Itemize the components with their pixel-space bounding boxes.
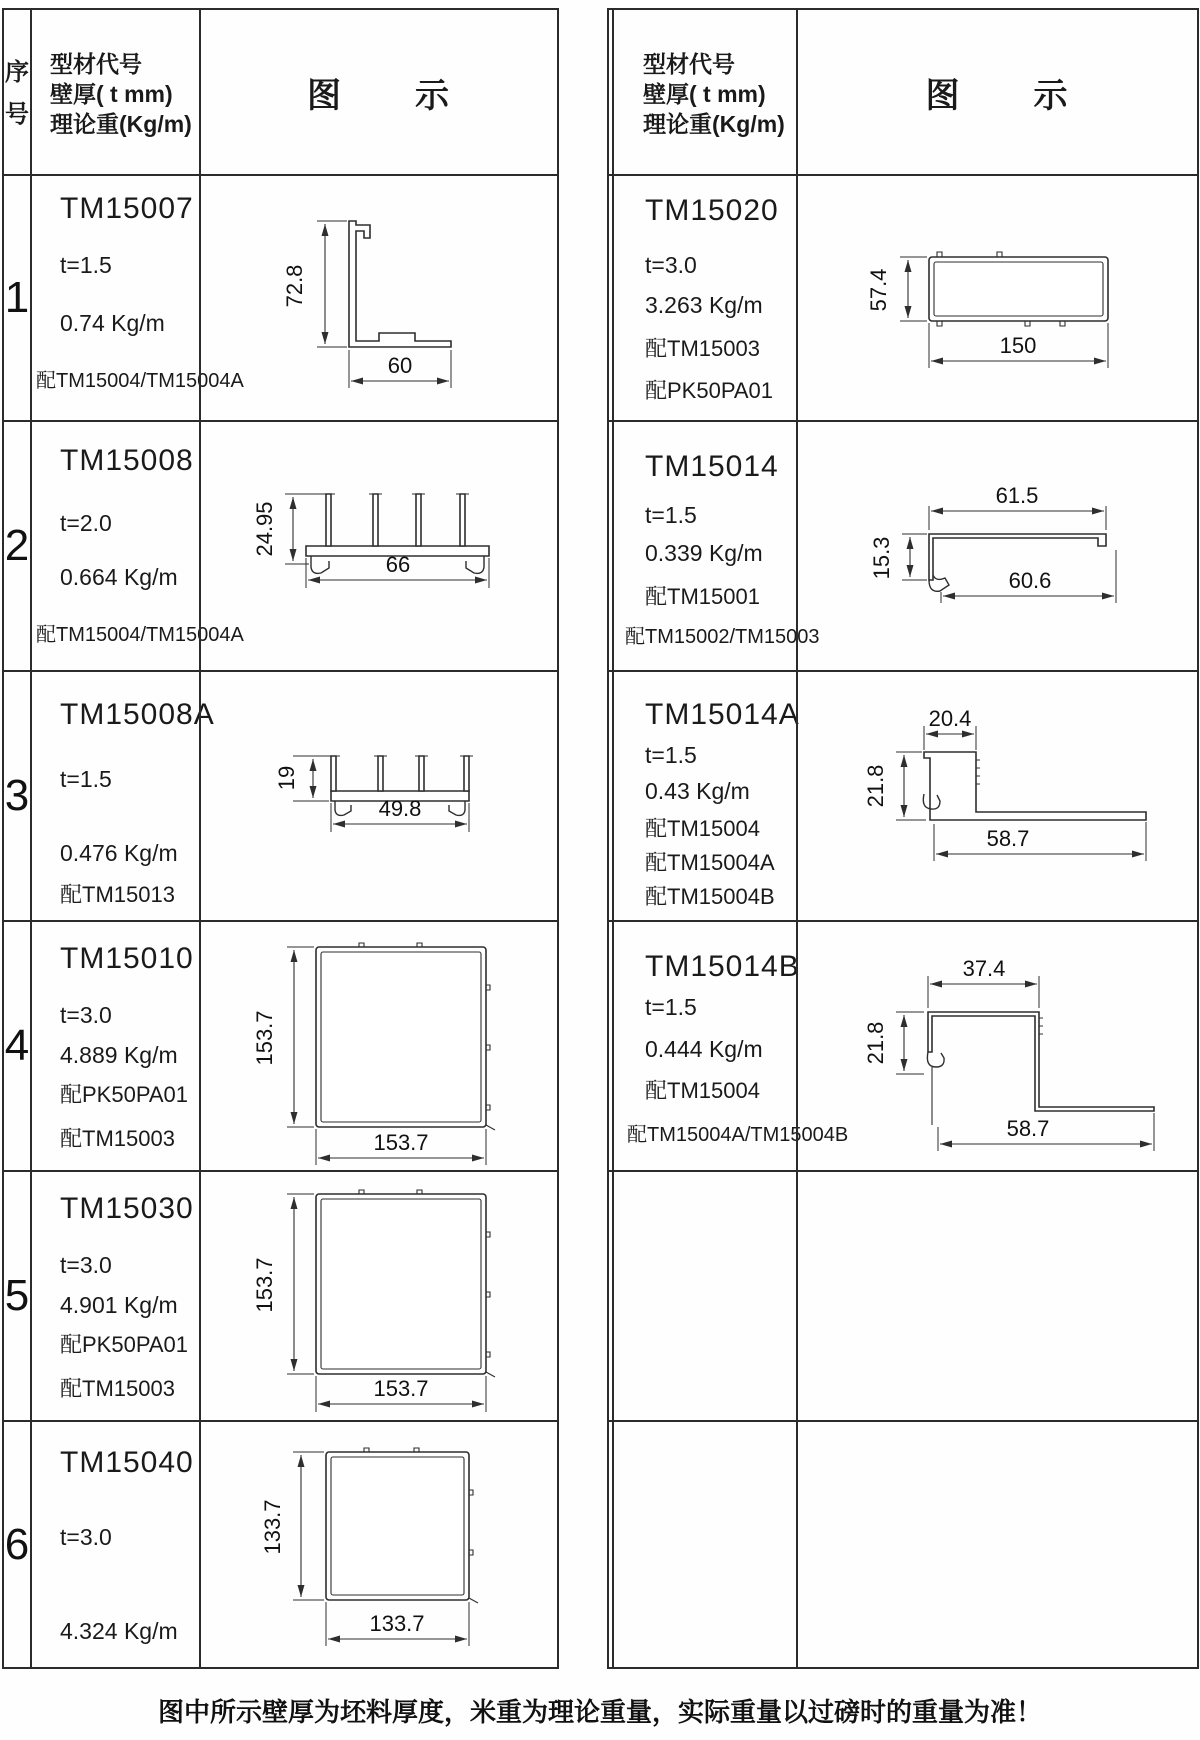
match-profile: 配PK50PA01 — [60, 1082, 189, 1107]
unit-weight: 0.664 Kg/m — [60, 564, 178, 590]
profile-code: TM15014B — [645, 950, 800, 983]
wall-thickness: t=1.5 — [645, 742, 697, 768]
profile-info-cell — [609, 420, 820, 670]
profile-drawing-svg — [201, 672, 555, 920]
spec-header-line: 理论重(Kg/m) — [643, 111, 785, 137]
profile-drawing-cell — [796, 920, 1197, 1170]
header-diagram-cell — [796, 10, 1197, 174]
dim-height-label: 153.7 — [252, 1010, 277, 1066]
profile-outline — [466, 556, 484, 573]
profile-code: TM15014 — [645, 450, 779, 483]
dim-top-label: 61.5 — [995, 483, 1039, 508]
unit-weight: 4.901 Kg/m — [60, 1292, 178, 1318]
profile-code: TM15010 — [60, 942, 194, 975]
profile-outline — [929, 257, 1108, 321]
header-seq-cell — [4, 10, 30, 174]
profile-drawing-cell — [199, 1420, 557, 1667]
match-profile: 配TM15004A — [645, 850, 775, 875]
dim-height-label: 57.4 — [866, 268, 891, 312]
match-profile: 配TM15003 — [60, 1376, 175, 1401]
diagram-header-label: 图 示 — [925, 76, 1070, 115]
profile-info-cell — [30, 1420, 199, 1667]
profile-info-cell — [30, 670, 215, 920]
unit-weight: 4.889 Kg/m — [60, 1042, 178, 1068]
row-number-cell — [4, 1170, 30, 1420]
profile-code: TM15020 — [645, 194, 779, 227]
match-profile: 配PK50PA01 — [60, 1332, 189, 1357]
spec-header-line: 壁厚( t mm) — [643, 81, 766, 107]
dim-height-label: 24.95 — [252, 501, 277, 557]
unit-weight: 4.324 Kg/m — [60, 1618, 178, 1644]
match-profile: 配TM15001 — [645, 584, 760, 609]
profile-outline — [924, 752, 1146, 820]
profile-code: TM15030 — [60, 1192, 194, 1225]
dim-height-label: 133.7 — [260, 1499, 285, 1555]
row-number: 1 — [4, 273, 30, 322]
dim-height-label: 15.3 — [869, 536, 894, 580]
empty-info-cell — [609, 1170, 796, 1420]
profile-code: TM15008A — [60, 698, 215, 731]
profile-drawing-svg — [798, 422, 1197, 670]
dim-width-label: 60.6 — [1008, 568, 1052, 593]
row-number: 6 — [4, 1519, 30, 1569]
seq-header-char-1: 序 — [5, 59, 29, 86]
wall-thickness: t=1.5 — [645, 502, 697, 528]
header-spec-cell — [30, 10, 199, 174]
profile-drawing-cell — [199, 920, 557, 1170]
profile-info-cell — [609, 174, 796, 420]
profile-outline — [311, 556, 329, 573]
table-divider-line — [612, 10, 614, 1667]
profile-outline — [326, 494, 465, 546]
row-number-cell — [4, 670, 30, 920]
header-diagram-cell — [199, 10, 557, 174]
match-profile: 配TM15013 — [60, 882, 175, 907]
profile-code: TM15008 — [60, 444, 194, 477]
profile-drawing-cell — [796, 420, 1197, 670]
row-number-cell — [4, 420, 30, 670]
profile-drawing-svg — [201, 1422, 555, 1665]
row-number: 5 — [4, 1271, 30, 1320]
empty-drawing-cell — [796, 1170, 1197, 1420]
spec-header-line: 型材代号 — [643, 51, 735, 77]
profile-drawing-svg — [201, 922, 555, 1170]
dim-height-label: 19 — [274, 765, 299, 791]
diagram-header-label: 图 示 — [307, 76, 451, 115]
wall-thickness: t=3.0 — [60, 1524, 112, 1550]
profile-outline — [326, 1452, 469, 1600]
unit-weight: 0.476 Kg/m — [60, 840, 178, 866]
profile-drawing-cell — [199, 1170, 557, 1420]
profile-info-cell — [30, 1170, 199, 1420]
match-profile: 配TM15004/TM15004A — [36, 370, 244, 392]
profile-info-cell — [30, 920, 199, 1170]
profile-drawing-cell — [199, 670, 557, 920]
match-profile: 配TM15004A/TM15004B — [627, 1124, 849, 1146]
profile-drawing-svg — [798, 672, 1197, 920]
dim-width-label: 66 — [385, 552, 411, 577]
dim-width-label: 153.7 — [373, 1376, 429, 1401]
match-profile: 配TM15004B — [645, 884, 775, 909]
dim-width-label: 58.7 — [986, 826, 1030, 851]
footer-note: 图中所示壁厚为坯料厚度，米重为理论重量，实际重量以过磅时的重量为准！ — [157, 1697, 1042, 1727]
dim-width-label: 150 — [999, 333, 1037, 358]
match-profile: 配TM15002/TM15003 — [625, 626, 820, 648]
dim-height-label: 72.8 — [282, 264, 307, 308]
spec-header-line: 壁厚( t mm) — [50, 81, 173, 107]
row-number-cell — [4, 920, 30, 1170]
profile-drawing-cell — [796, 174, 1197, 420]
wall-thickness: t=1.5 — [645, 994, 697, 1020]
match-profile: 配TM15003 — [645, 336, 760, 361]
profile-info-cell — [30, 174, 244, 420]
profile-outline — [331, 756, 469, 791]
match-profile: 配TM15004/TM15004A — [36, 624, 244, 646]
dim-width-label: 133.7 — [369, 1611, 425, 1636]
dim-width-label: 60 — [387, 353, 413, 378]
profile-outline — [449, 801, 465, 815]
unit-weight: 3.263 Kg/m — [645, 292, 763, 318]
dim-height-label: 21.8 — [863, 1021, 888, 1065]
profile-drawing-svg — [798, 176, 1197, 420]
unit-weight: 0.444 Kg/m — [645, 1036, 763, 1062]
wall-thickness: t=1.5 — [60, 766, 112, 792]
wall-thickness: t=3.0 — [645, 252, 697, 278]
profile-outline — [928, 1012, 1154, 1111]
match-profile: 配PK50PA01 — [645, 378, 774, 403]
profile-outline — [316, 947, 486, 1127]
wall-thickness: t=1.5 — [60, 252, 112, 278]
match-profile: 配TM15004 — [645, 1078, 760, 1103]
profile-drawing-cell — [796, 670, 1197, 920]
profile-outline — [316, 1194, 486, 1374]
profile-drawing-svg — [201, 1172, 555, 1420]
profile-drawing-cell — [199, 174, 557, 420]
match-profile: 配TM15004 — [645, 816, 760, 841]
row-number: 3 — [4, 771, 30, 820]
wall-thickness: t=2.0 — [60, 510, 112, 536]
match-profile: 配TM15003 — [60, 1126, 175, 1151]
dim-width-label: 58.7 — [1006, 1116, 1050, 1141]
profile-drawing-svg — [201, 176, 555, 420]
row-number-cell — [4, 1420, 30, 1667]
right-table — [607, 8, 1199, 1669]
profile-code: TM15014A — [645, 698, 800, 731]
profile-info-cell — [30, 420, 244, 670]
profile-drawing-svg — [201, 422, 555, 670]
empty-drawing-cell — [796, 1420, 1197, 1667]
empty-info-cell — [609, 1420, 796, 1667]
row-number-cell — [4, 174, 30, 420]
dim-top-label: 37.4 — [962, 956, 1006, 981]
spec-header-line: 理论重(Kg/m) — [50, 111, 192, 137]
dim-width-label: 49.8 — [378, 796, 422, 821]
profile-drawing-cell — [199, 420, 557, 670]
profile-info-cell — [609, 670, 800, 920]
spec-header-line: 型材代号 — [50, 51, 142, 77]
profile-outline — [349, 221, 451, 347]
profile-drawing-svg — [798, 922, 1197, 1170]
profile-outline — [927, 1052, 944, 1067]
wall-thickness: t=3.0 — [60, 1002, 112, 1028]
wall-thickness: t=3.0 — [60, 1252, 112, 1278]
dim-top-label: 20.4 — [928, 706, 972, 731]
seq-header-char-2: 号 — [5, 101, 29, 128]
profile-info-cell — [609, 920, 849, 1170]
unit-weight: 0.339 Kg/m — [645, 540, 763, 566]
header-spec-cell — [609, 10, 796, 174]
profile-code: TM15007 — [60, 192, 194, 225]
dim-height-label: 21.8 — [863, 764, 888, 808]
profile-code: TM15040 — [60, 1446, 194, 1479]
unit-weight: 0.74 Kg/m — [60, 310, 165, 336]
profile-outline — [335, 801, 351, 815]
unit-weight: 0.43 Kg/m — [645, 778, 750, 804]
row-number: 4 — [4, 1021, 30, 1070]
row-number: 2 — [4, 521, 30, 570]
dim-width-label: 153.7 — [373, 1130, 429, 1155]
dim-height-label: 153.7 — [252, 1257, 277, 1313]
left-table — [2, 8, 559, 1669]
